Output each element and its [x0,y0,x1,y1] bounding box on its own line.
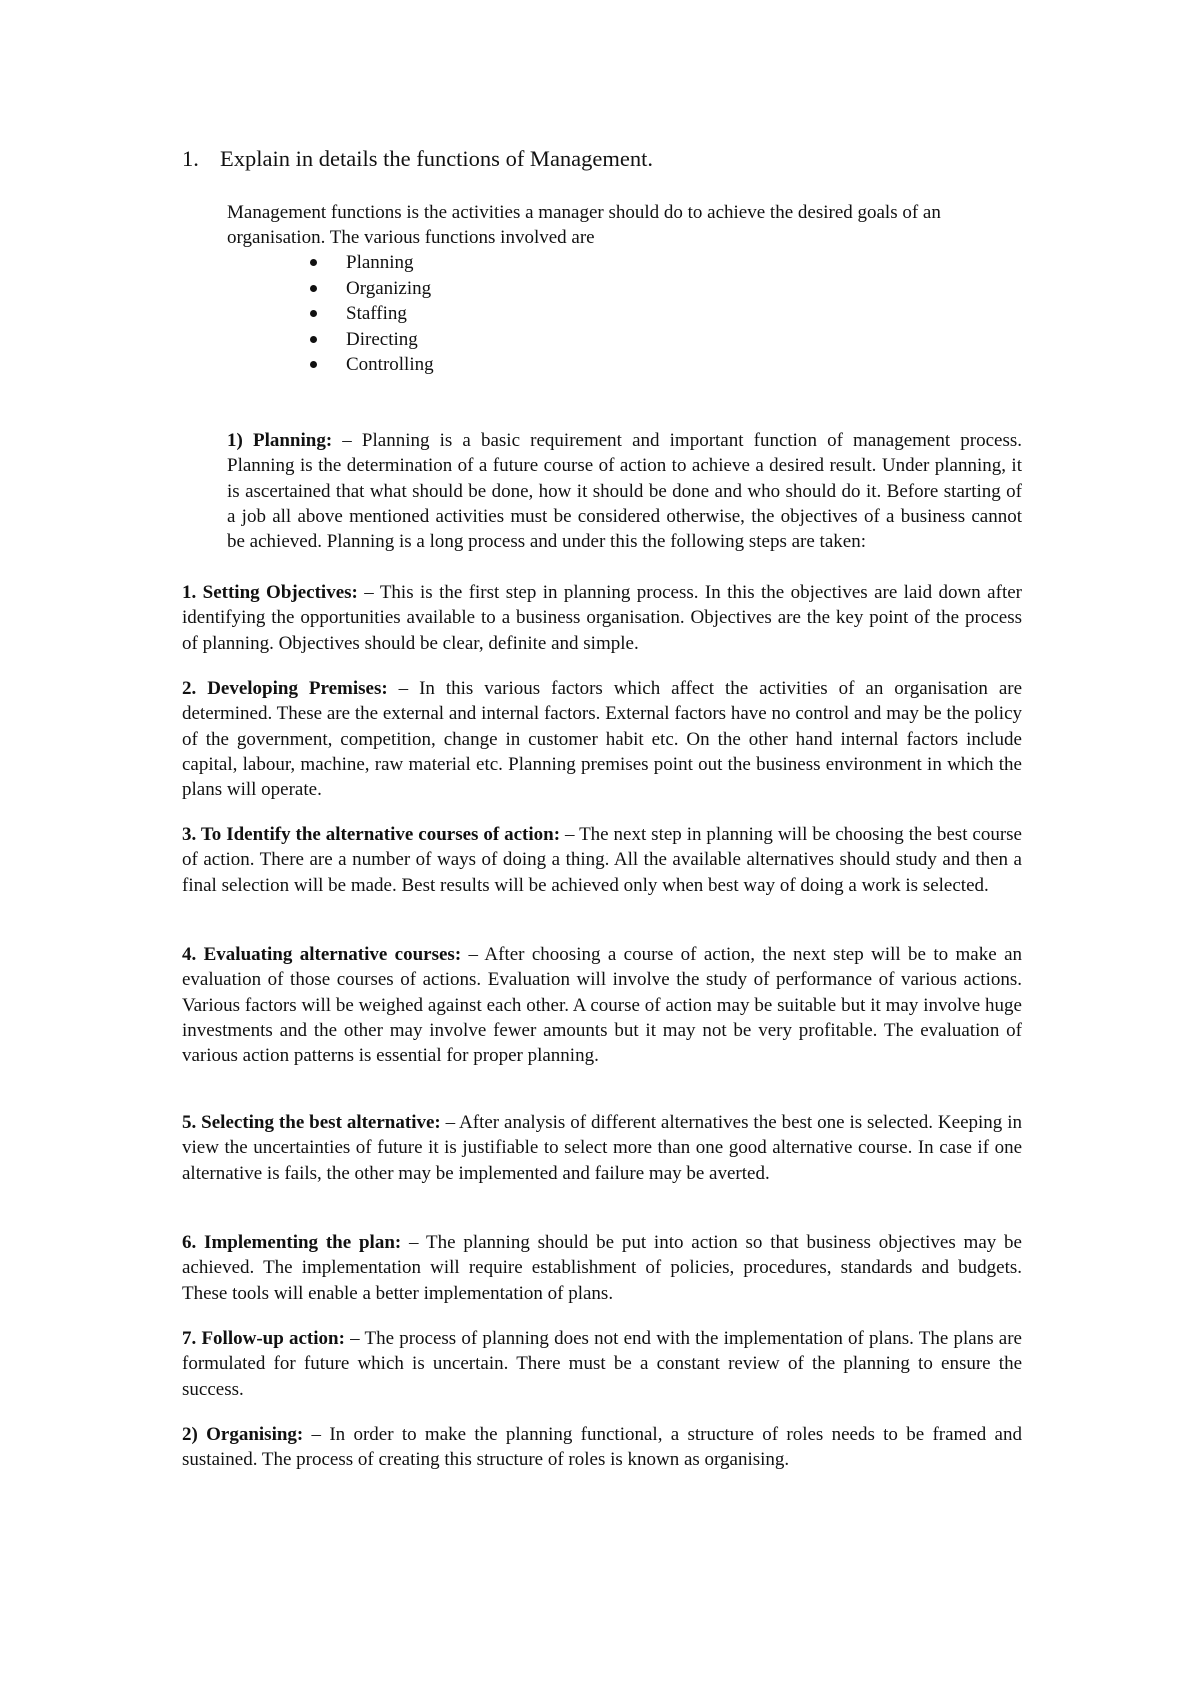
question-heading [182,144,1042,174]
step-implementing-plan [182,1230,1022,1306]
list-item: Controlling [306,352,434,378]
organising-paragraph [182,1422,1022,1473]
planning-text: – Planning is a basic requirement and important function of management process. Planning is the determination of a future course of action to achieve a desired result. Under planning, it is ascertained that what should be done, how it should be done and who should do it. Before starting of a job all above mentioned activities must be considered otherwise, the objectives of a business cannot be achieved. Planning is a long process and under this the following steps are taken: [227,430,1022,553]
list-item: Organizing [306,276,434,302]
step-text: – After choosing a course of action, the next step will be to make an evaluation of those courses of actions. Evaluation will involve the study of performance of various actions. Various factors will be weighed against each other. A course of action may be suitable but it may involve huge investments and the other may involve fewer amounts but it may not be very profitable. The evaluation of various action patterns is essential for proper planning. [182,944,1022,1067]
step-identify-alternatives [182,822,1022,898]
step-setting-objectives [182,580,1022,656]
step-evaluating-alternatives [182,942,1022,1068]
step-developing-premises [182,676,1022,802]
list-item: Planning [306,250,434,276]
step-label: 1. Setting Objectives: [182,582,358,603]
step-text: – The planning should be put into action so that business objectives may be achieved. The implementation will require establishment of policies, procedures, standards and budgets. These tools will enable a better implementation of plans. [182,1232,1022,1304]
step-follow-up [182,1326,1022,1402]
step-label: 3. To Identify the alternative courses of action: [182,824,561,845]
planning-label: 1) Planning: [227,430,333,451]
organising-text: – In order to make the planning functional, a structure of roles needs to be framed and sustained. The process of creating this structure of roles is known as organising. [182,1424,1022,1471]
step-text: – In this various factors which affect the activities of an organisation are determined. These are the external and internal factors. External factors have no control and may be the policy of the government, competition, change in customer habit etc. On the other hand internal factors include capital, labour, machine, raw material etc. Planning premises point out the business environment in which the plans will operate. [182,678,1023,801]
step-label: 7. Follow-up action: [182,1328,345,1349]
list-item: Staffing [306,301,434,327]
step-selecting-best [182,1110,1022,1186]
step-label: 5. Selecting the best alternative: [182,1112,441,1133]
step-label: 2. Developing Premises: [182,678,388,699]
step-text: – After analysis of different alternatives the best one is selected. Keeping in view the uncertainties of future it is justifiable to select more than one good alternative course. In case if one alternative is fails, the other may be implemented and failure may be averted. [182,1112,1022,1184]
question-title: Explain in details the functions of Management. [220,146,654,171]
step-label: 6. Implementing the plan: [182,1232,402,1253]
planning-paragraph [227,428,1022,554]
step-text: – This is the first step in planning process. In this the objectives are laid down after identifying the opportunities available to a business organisation. Objectives are the key point of the process of planning. Objectives should be clear, definite and simple. [182,582,1022,654]
functions-list [306,250,434,378]
step-text: – The next step in planning will be choosing the best course of action. There are a number of ways of doing a thing. All the available alternatives should study and then a final selection will be made. Best results will be achieved only when best way of doing a work is selected. [182,824,1022,896]
step-label: 4. Evaluating alternative courses: [182,944,462,965]
intro-paragraph: Management functions is the activities a manager should do to achieve the desired goals of an organisation. The various functions involved are [227,202,941,248]
list-item: Directing [306,327,434,353]
question-number: 1. [182,146,199,171]
organising-label: 2) Organising: [182,1424,304,1445]
step-text: – The process of planning does not end with the implementation of plans. The plans are formulated for future which is uncertain. There must be a constant review of the planning to ensure the success. [182,1328,1022,1400]
